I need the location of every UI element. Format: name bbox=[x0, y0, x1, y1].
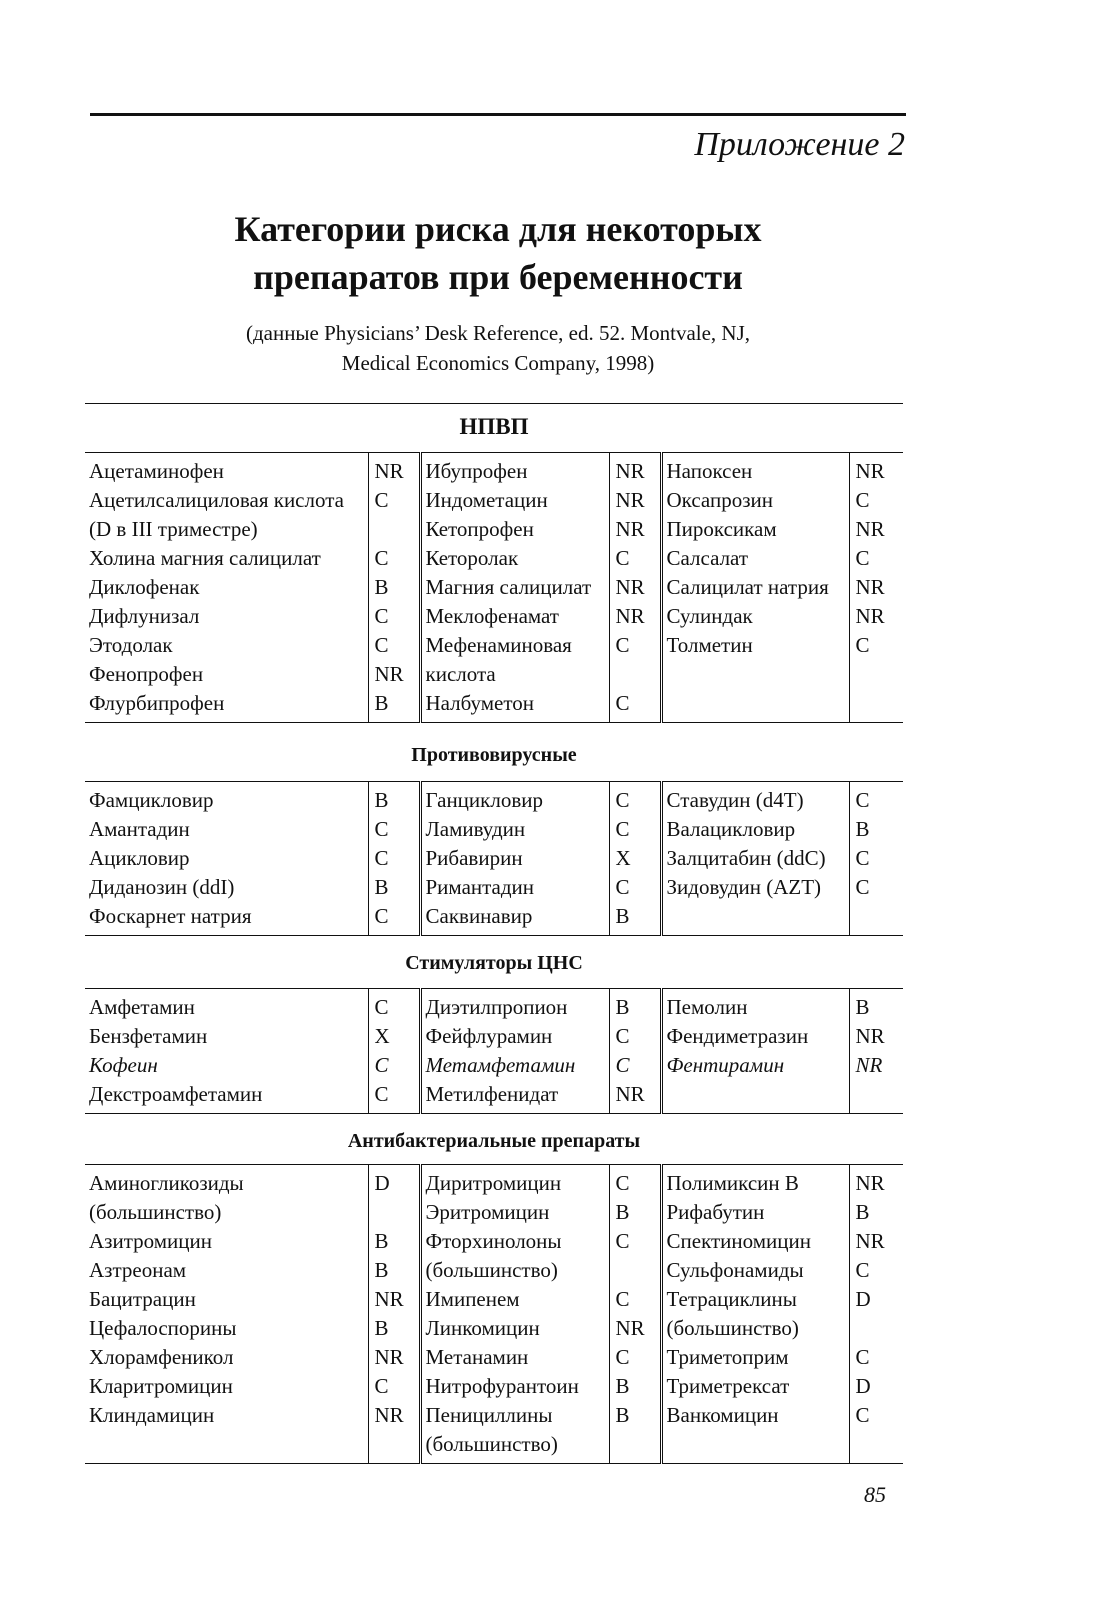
drug-name: Ламивудин bbox=[420, 815, 609, 844]
risk-category: C bbox=[609, 1022, 661, 1051]
drug-name: (большинство) bbox=[420, 1256, 609, 1285]
drug-name: Салицилат натрия bbox=[661, 573, 849, 602]
drug-name: Тетрациклины bbox=[661, 1285, 849, 1314]
risk-category bbox=[849, 902, 903, 931]
risk-category: C bbox=[609, 1051, 661, 1080]
table-row bbox=[85, 602, 903, 631]
drug-name: Налбуметон bbox=[420, 689, 609, 718]
table-row bbox=[85, 1285, 903, 1314]
risk-category: C bbox=[855, 633, 870, 657]
drug-name: Фейфлурамин bbox=[420, 1022, 609, 1051]
risk-category: C bbox=[368, 1051, 420, 1080]
table-row bbox=[85, 1080, 903, 1109]
risk-category: C bbox=[609, 1285, 661, 1314]
drug-name: Хлорамфеникол bbox=[85, 1343, 368, 1372]
risk-category: C bbox=[609, 631, 661, 689]
drug-name: Цефалоспорины bbox=[85, 1314, 368, 1343]
risk-category: C bbox=[609, 1343, 661, 1372]
table-row bbox=[85, 815, 903, 844]
table-row bbox=[85, 486, 903, 544]
risk-category: C bbox=[855, 1345, 870, 1369]
table-row bbox=[85, 1401, 903, 1459]
drug-name: Пенициллины (большинство) bbox=[420, 1401, 609, 1459]
table-row bbox=[85, 544, 903, 573]
source-note bbox=[90, 318, 906, 378]
risk-category: C bbox=[609, 689, 661, 718]
drug-name: Диэтилпропион bbox=[420, 993, 609, 1022]
table-row bbox=[85, 1372, 903, 1401]
drug-name: Оксапрозин Пироксикам bbox=[661, 486, 849, 544]
table-row bbox=[85, 1343, 903, 1372]
section-title-cns-stimulants: Стимуляторы ЦНС bbox=[405, 952, 583, 974]
risk-category: C bbox=[368, 1080, 420, 1109]
drug-name bbox=[661, 689, 849, 718]
risk-category: C bbox=[368, 815, 420, 844]
risk-category: B bbox=[368, 786, 420, 815]
drug-name: Спектиномицин bbox=[661, 1227, 849, 1256]
drug-name: Салсалат bbox=[661, 544, 849, 573]
drug-name: Магния салицилат bbox=[420, 573, 609, 602]
risk-category: B bbox=[609, 993, 661, 1022]
drug-name: Этодолак Фенопрофен bbox=[85, 631, 368, 689]
risk-category: NR bbox=[609, 602, 661, 631]
risk-category: B bbox=[368, 873, 420, 902]
table-antibacterial bbox=[85, 1164, 903, 1464]
drug-name: Залцитабин (ddC) bbox=[661, 844, 849, 873]
drug-name: Саквинавир bbox=[420, 902, 609, 931]
risk-category: C bbox=[855, 1403, 870, 1427]
section-title-antibacterial: Антибактериальные препараты bbox=[347, 1130, 641, 1152]
risk-category: C bbox=[855, 546, 870, 570]
title-line-2: препаратов при беременности bbox=[253, 257, 743, 297]
source-line-2: Medical Economics Company, 1998) bbox=[341, 351, 655, 375]
risk-category: C B bbox=[609, 1169, 661, 1227]
risk-category: C bbox=[855, 1258, 870, 1282]
drug-name: Ацикловир bbox=[85, 844, 368, 873]
risk-category: C bbox=[855, 846, 870, 870]
drug-name: Метилфенидат bbox=[420, 1080, 609, 1109]
drug-name: Азтреонам bbox=[85, 1256, 368, 1285]
risk-category: C bbox=[609, 873, 661, 902]
risk-category: B bbox=[368, 573, 420, 602]
drug-name: Фентирамин bbox=[661, 1051, 849, 1080]
table-row bbox=[85, 1314, 903, 1343]
risk-category: X bbox=[609, 844, 661, 873]
risk-category bbox=[609, 1256, 661, 1285]
drug-name: Ванкомицин bbox=[661, 1401, 849, 1459]
table-row bbox=[85, 902, 903, 931]
drug-name: Метанамин bbox=[420, 1343, 609, 1372]
risk-category: NR bbox=[855, 1053, 883, 1077]
drug-name: Зидовудин (AZT) bbox=[661, 873, 849, 902]
drug-name: (большинство) bbox=[661, 1314, 849, 1343]
risk-category: C bbox=[368, 544, 420, 573]
top-rule bbox=[90, 113, 906, 116]
risk-category: B bbox=[368, 1314, 420, 1343]
risk-category: C bbox=[368, 902, 420, 931]
drug-name: Толметин bbox=[661, 631, 849, 689]
risk-category bbox=[849, 1314, 903, 1343]
drug-name: Амфетамин bbox=[85, 993, 368, 1022]
risk-category: C bbox=[368, 486, 420, 544]
risk-category: C bbox=[609, 786, 661, 815]
drug-name: Амантадин bbox=[85, 815, 368, 844]
table-row bbox=[85, 786, 903, 815]
drug-name: Бензфетамин bbox=[85, 1022, 368, 1051]
title-line-1: Категории риска для некоторых bbox=[234, 209, 762, 249]
table-row bbox=[85, 1051, 903, 1080]
drug-name: Ацетилсалициловая кислота (D в III триместре) bbox=[85, 486, 368, 544]
risk-category: C bbox=[609, 544, 661, 573]
drug-name: Кеторолак bbox=[420, 544, 609, 573]
drug-name: Ибупрофен bbox=[420, 457, 609, 486]
risk-category: NR bbox=[609, 1314, 661, 1343]
risk-category: NR bbox=[855, 604, 885, 628]
drug-name: Ацетаминофен bbox=[85, 457, 368, 486]
drug-name: Кофеин bbox=[85, 1051, 368, 1080]
risk-category: C bbox=[609, 815, 661, 844]
drug-name: Метамфетамин bbox=[420, 1051, 609, 1080]
drug-name: Фторхинолоны bbox=[420, 1227, 609, 1256]
drug-name: Триметрексат bbox=[661, 1372, 849, 1401]
drug-name: Сулиндак bbox=[661, 602, 849, 631]
table-cns-stimulants bbox=[85, 988, 903, 1114]
drug-name: Аминогликозиды (большинство) bbox=[85, 1169, 368, 1227]
source-line-1: (данные Physicians’ Desk Reference, ed. 52. Montvale, NJ, bbox=[245, 321, 751, 345]
risk-category: C bbox=[855, 875, 870, 899]
table-row bbox=[85, 1022, 903, 1051]
risk-category: NR bbox=[609, 573, 661, 602]
table-row bbox=[85, 689, 903, 718]
risk-category: B bbox=[855, 995, 870, 1019]
drug-name: Валацикловир bbox=[661, 815, 849, 844]
risk-category: NR bbox=[855, 1229, 885, 1253]
table-row bbox=[85, 1227, 903, 1256]
drug-name: Фендиметразин bbox=[661, 1022, 849, 1051]
risk-category: NR bbox=[368, 1285, 420, 1314]
appendix-label: Приложение 2 bbox=[694, 126, 905, 163]
risk-category: B bbox=[609, 1372, 661, 1401]
risk-category: C bbox=[609, 1227, 661, 1256]
table-row bbox=[85, 993, 903, 1022]
risk-category: C bbox=[368, 993, 420, 1022]
section-rule bbox=[85, 403, 903, 404]
page-number: 85 bbox=[864, 1482, 886, 1507]
risk-category: NR NR bbox=[609, 486, 661, 544]
drug-name bbox=[661, 902, 849, 931]
risk-category: NR bbox=[855, 575, 885, 599]
drug-name: Меклофенамат bbox=[420, 602, 609, 631]
risk-category: D bbox=[855, 1287, 871, 1311]
drug-name: Диритромицин Эритромицин bbox=[420, 1169, 609, 1227]
risk-category: C bbox=[368, 602, 420, 631]
risk-category: B bbox=[609, 902, 661, 931]
drug-name: Ставудин (d4T) bbox=[661, 786, 849, 815]
drug-name: Имипенем bbox=[420, 1285, 609, 1314]
drug-name: Пемолин bbox=[661, 993, 849, 1022]
table-row bbox=[85, 457, 903, 486]
section-title-nsaid: НПВП bbox=[459, 414, 529, 439]
drug-name: Холина магния салицилат bbox=[85, 544, 368, 573]
drug-name: Индометацин Кетопрофен bbox=[420, 486, 609, 544]
drug-name: Флурбипрофен bbox=[85, 689, 368, 718]
drug-name bbox=[661, 1080, 849, 1109]
risk-category: C bbox=[368, 1372, 420, 1401]
drug-name: Ганцикловир bbox=[420, 786, 609, 815]
drug-name: Диклофенак bbox=[85, 573, 368, 602]
risk-category bbox=[849, 1080, 903, 1109]
risk-category: NR bbox=[855, 459, 885, 483]
drug-name: Рибавирин bbox=[420, 844, 609, 873]
table-row bbox=[85, 1256, 903, 1285]
risk-category: B bbox=[855, 817, 870, 841]
drug-name: Линкомицин bbox=[420, 1314, 609, 1343]
risk-category bbox=[849, 689, 903, 718]
risk-category: X bbox=[368, 1022, 420, 1051]
risk-category: C bbox=[368, 844, 420, 873]
table-antiviral bbox=[85, 781, 903, 936]
risk-category: NR bbox=[368, 1401, 420, 1459]
drug-name: Азитромицин bbox=[85, 1227, 368, 1256]
drug-name: Сульфонамиды bbox=[661, 1256, 849, 1285]
drug-name: Римантадин bbox=[420, 873, 609, 902]
drug-name: Кларитромицин bbox=[85, 1372, 368, 1401]
drug-name: Дифлунизал bbox=[85, 602, 368, 631]
risk-category: NR bbox=[855, 1024, 885, 1048]
risk-category: B bbox=[609, 1401, 661, 1459]
drug-name: Нитрофурантоин bbox=[420, 1372, 609, 1401]
drug-name: Клиндамицин bbox=[85, 1401, 368, 1459]
risk-category: D bbox=[368, 1169, 420, 1227]
risk-category: D bbox=[855, 1374, 871, 1398]
risk-category: C NR bbox=[368, 631, 420, 689]
table-row bbox=[85, 573, 903, 602]
page-title bbox=[90, 205, 906, 301]
risk-category: C NR bbox=[855, 488, 885, 541]
risk-category: NR bbox=[368, 1343, 420, 1372]
table-row bbox=[85, 844, 903, 873]
risk-category: NR bbox=[609, 1080, 661, 1109]
drug-name: Фамцикловир bbox=[85, 786, 368, 815]
table-row bbox=[85, 1169, 903, 1227]
drug-name: Полимиксин B Рифабутин bbox=[661, 1169, 849, 1227]
risk-category: NR bbox=[368, 457, 420, 486]
risk-category: B bbox=[368, 689, 420, 718]
drug-name: Мефенаминовая кислота bbox=[420, 631, 609, 689]
section-title-antiviral: Противовирусные bbox=[411, 744, 577, 766]
risk-category: B bbox=[368, 1227, 420, 1256]
drug-name: Напоксен bbox=[661, 457, 849, 486]
drug-name: Фоскарнет натрия bbox=[85, 902, 368, 931]
drug-name: Триметоприм bbox=[661, 1343, 849, 1372]
risk-category: C bbox=[855, 788, 870, 812]
table-nsaid bbox=[85, 452, 903, 723]
drug-name: Диданозин (ddI) bbox=[85, 873, 368, 902]
risk-category: NR B bbox=[855, 1171, 885, 1224]
drug-name: Бацитрацин bbox=[85, 1285, 368, 1314]
drug-name: Декстроамфетамин bbox=[85, 1080, 368, 1109]
risk-category: NR bbox=[609, 457, 661, 486]
risk-category: B bbox=[368, 1256, 420, 1285]
table-row bbox=[85, 631, 903, 689]
table-row bbox=[85, 873, 903, 902]
